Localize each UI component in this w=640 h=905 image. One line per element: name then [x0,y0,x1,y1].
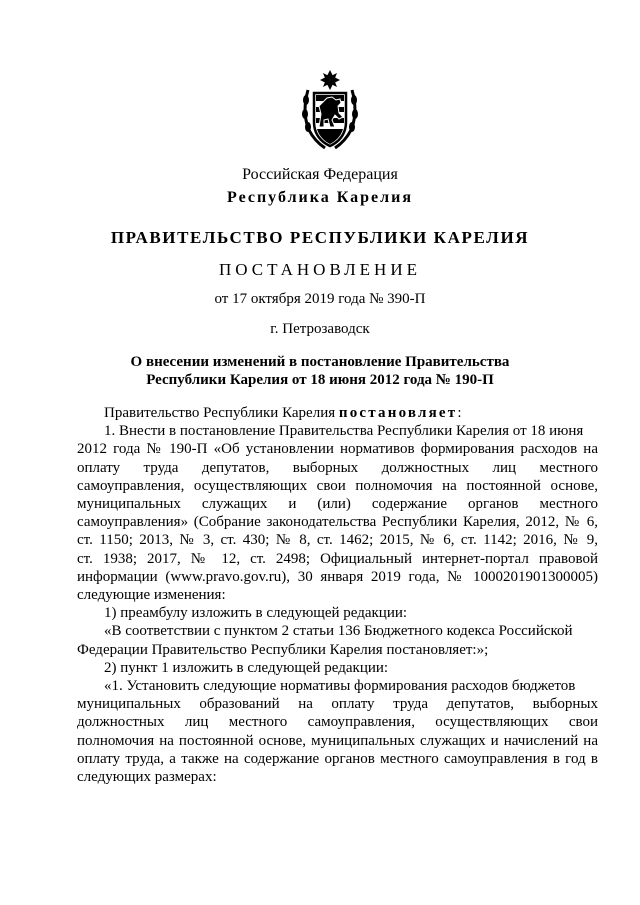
document-type: ПОСТАНОВЛЕНИЕ [218,260,421,279]
body-line: полномочия на постоянной основе, муниципальных служащих и начислений на [77,732,598,749]
intro-paragraph [77,404,598,422]
body-line: самоуправления» (Собрание законодательства Республики Карелия, 2012, № 6, [77,514,598,531]
body-line: должностных лиц местного самоуправления, осуществляющих свои [77,714,598,731]
government-name: ПРАВИТЕЛЬСТВО РЕСПУБЛИКИ КАРЕЛИЯ [110,228,530,247]
country-name: Российская Федерация [242,166,398,183]
body-line: оплату труда, а также на содержание органов местного самоуправления в год в [77,750,598,767]
body-line: ст. 1150; 2013, № 3, ст. 430; № 8, ст. 1462; 2015, № 6, ст. 1142; 2016, № 9, [77,532,598,549]
body-line: 1. Внести в постановление Правительства Республики Карелия от 18 июня [104,423,584,440]
intro-text: Правительство Республики Карелия [104,405,339,421]
body-line: 2) пункт 1 изложить в следующей редакции: [104,659,389,676]
body-line: ст. 1938; 2017, № 12, ст. 2498; Официальный интернет-портал правовой [77,550,598,567]
body-line: муниципальных служащих и (или) содержание органов местного [77,496,598,513]
republic-name: Республика Карелия [227,189,413,206]
document-date-number: от 17 октября 2019 года № 390-П [214,291,426,307]
body-line: муниципальных образований на оплату труда депутатов, выборных [77,696,598,713]
decree-word: постановляет [338,405,458,421]
document-city: г. Петрозаводск [270,321,370,337]
body-line: Федерации Правительство Республики Карелия постановляет:»; [77,641,489,658]
document-title-line-1: О внесении изменений в постановление Правительства [130,354,510,370]
body-line: «В соответствии с пунктом 2 статьи 136 Бюджетного кодекса Российской [104,623,573,640]
body-line: следующих размерах: [77,769,217,786]
body-line: самоуправления, осуществляющих свои полномочия на постоянной основе, [77,477,598,494]
body-line: 1) преамбулу изложить в следующей редакции: [104,605,408,622]
document-title-line-2: Республики Карелия от 18 июня 2012 года № 190-П [146,372,494,388]
body-line: оплату труда депутатов, выборных должностных лиц местного [77,459,598,476]
body-line: следующие изменения: [77,587,226,604]
body-line: информации (www.pravo.gov.ru), 30 января 2019 года, № 1000201901300005) [77,568,598,585]
body-line: 2012 года № 190-П «Об установлении нормативов формирования расходов на [77,441,598,458]
document-body [77,404,598,786]
karelia-coat-of-arms-icon [299,70,361,154]
intro-colon: : [457,405,462,421]
body-line: «1. Установить следующие нормативы формирования расходов бюджетов [104,678,576,695]
